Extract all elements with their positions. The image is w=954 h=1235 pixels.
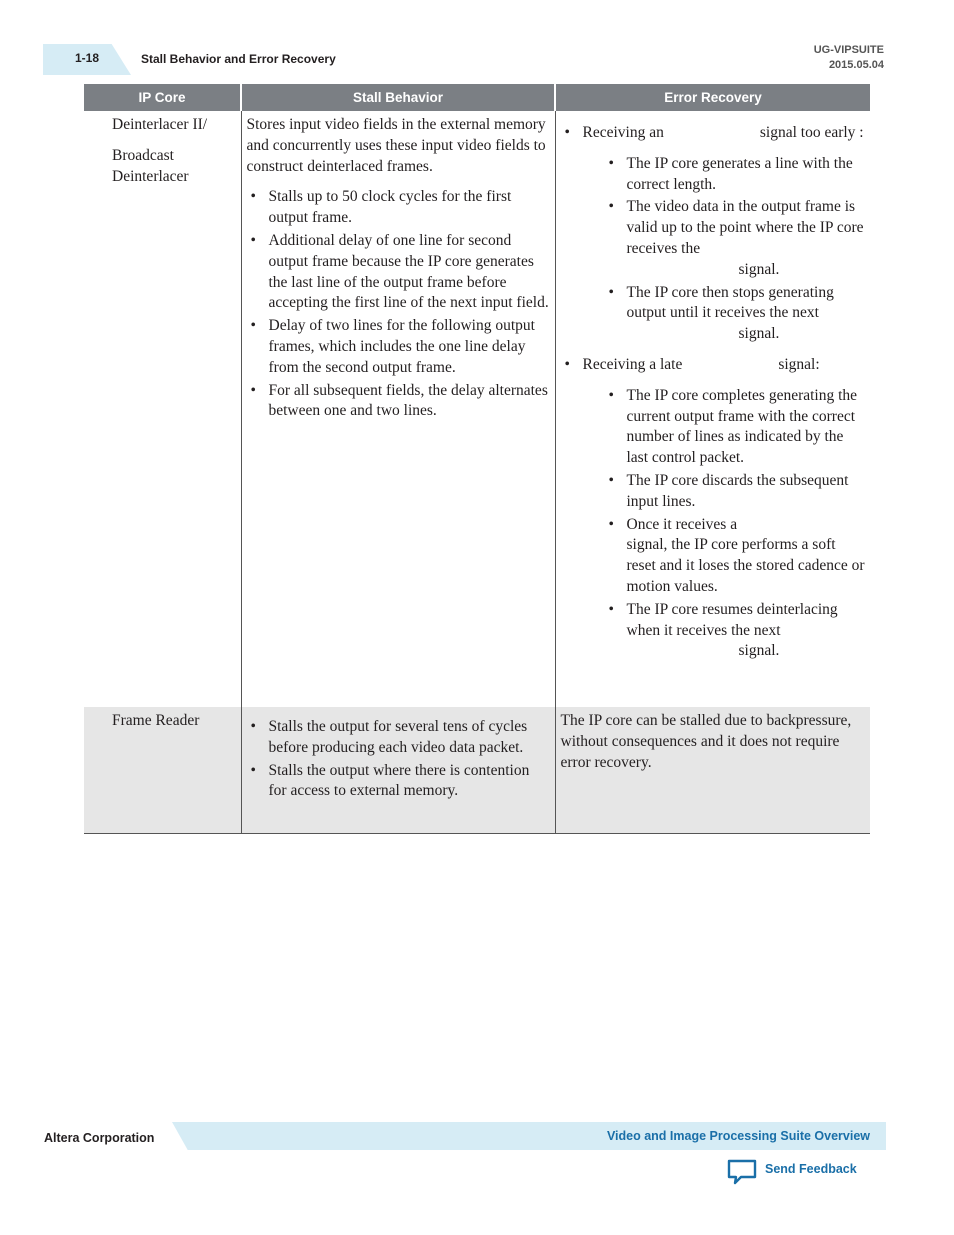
error-a-sub2-tail: signal. bbox=[738, 260, 780, 278]
cell-stall-behavior bbox=[241, 707, 555, 834]
list-item: • Stalls the output for several tens of cycles before producing each video data packet. bbox=[247, 717, 550, 759]
section-title: Stall Behavior and Error Recovery bbox=[141, 52, 336, 66]
error-a-pre: Receiving an bbox=[582, 124, 664, 141]
table-header-row bbox=[84, 84, 870, 111]
error-b-sub3-post: signal, the IP core performs a soft reset and it loses the stored cadence or motion values. bbox=[626, 536, 865, 595]
page-number: 1-18 bbox=[75, 51, 100, 65]
stall-intro: Stores input video fields in the external memory and concurrently uses these input video fields to construct deinterlaced frames. bbox=[246, 116, 546, 175]
list-item bbox=[561, 355, 866, 662]
error-b-sub3-pre: Once it receives a bbox=[626, 515, 738, 533]
list-item: • Stalls up to 50 clock cycles for the first output frame. bbox=[247, 187, 550, 229]
header-error-recovery: Error Recovery bbox=[555, 84, 870, 111]
error-a-post: signal too early : bbox=[759, 124, 864, 141]
list-item bbox=[605, 600, 866, 662]
doc-id-date: 2015.05.04 bbox=[828, 59, 884, 71]
stall-error-table bbox=[84, 84, 870, 834]
list-item bbox=[605, 283, 866, 345]
list-item: • Additional delay of one line for second output frame because the IP core generates the last line of the output frame before accepting the first line of the next input field. bbox=[247, 231, 550, 314]
doc-id-code: UG-VIPSUITE bbox=[813, 44, 884, 56]
cell-error-recovery bbox=[555, 111, 870, 707]
stall-bullet-list bbox=[247, 717, 550, 802]
list-item bbox=[561, 123, 866, 345]
table-row bbox=[84, 707, 870, 834]
document-id bbox=[814, 43, 884, 73]
list-item: • Stalls the output where there is contention for access to external memory. bbox=[247, 761, 550, 803]
error-a-sub2-text: The video data in the output frame is valid up to the point where the IP core receives the bbox=[626, 198, 864, 257]
header-stall-behavior: Stall Behavior bbox=[241, 84, 555, 111]
core-name-line1: Deinterlacer II/ bbox=[112, 116, 208, 133]
cell-stall-behavior bbox=[241, 111, 555, 707]
cell-ip-core bbox=[84, 707, 241, 834]
list-item: • The IP core completes generating the current output frame with the correct number of lines as indicated by the last control packet. bbox=[605, 386, 866, 469]
error-a-sub3-text: The IP core then stops generating output until it receives the next bbox=[626, 283, 834, 322]
error-b-sub4-text: The IP core resumes deinterlacing when it receives the next bbox=[626, 600, 838, 639]
list-item: • The IP core generates a line with the correct length. bbox=[605, 154, 866, 196]
error-b-post: signal: bbox=[778, 355, 820, 373]
error-b-sub4-tail: signal. bbox=[738, 642, 780, 660]
core-name: Frame Reader bbox=[112, 712, 200, 729]
error-recovery-text: The IP core can be stalled due to backpressure, without consequences and it does not require error recovery. bbox=[560, 712, 852, 771]
error-b-sublist bbox=[583, 386, 866, 662]
error-b-pre: Receiving a late bbox=[582, 355, 683, 373]
error-a-sub3-tail: signal. bbox=[738, 325, 780, 343]
error-a-sublist bbox=[583, 154, 866, 345]
company-name: Altera Corporation bbox=[44, 1131, 155, 1145]
stall-bullet-list bbox=[247, 187, 550, 422]
list-item: • Delay of two lines for the following output frames, which includes the one line delay from the second output frame. bbox=[247, 316, 550, 378]
table-row bbox=[84, 111, 870, 707]
header-ip-core: IP Core bbox=[84, 84, 241, 111]
send-feedback-link[interactable]: Send Feedback bbox=[765, 1162, 857, 1176]
cell-error-recovery bbox=[555, 707, 870, 834]
list-item bbox=[605, 515, 866, 598]
footer-doc-title[interactable]: Video and Image Processing Suite Overview bbox=[606, 1129, 870, 1143]
list-item bbox=[605, 197, 866, 280]
list-item: • The IP core discards the subsequent input lines. bbox=[605, 471, 866, 513]
cell-ip-core bbox=[84, 111, 241, 707]
error-bullet-list bbox=[561, 123, 866, 662]
core-name-line2: Broadcast Deinterlacer bbox=[112, 146, 189, 185]
list-item: • For all subsequent fields, the delay alternates between one and two lines. bbox=[247, 381, 550, 423]
feedback-bubble-icon[interactable] bbox=[726, 1158, 758, 1186]
